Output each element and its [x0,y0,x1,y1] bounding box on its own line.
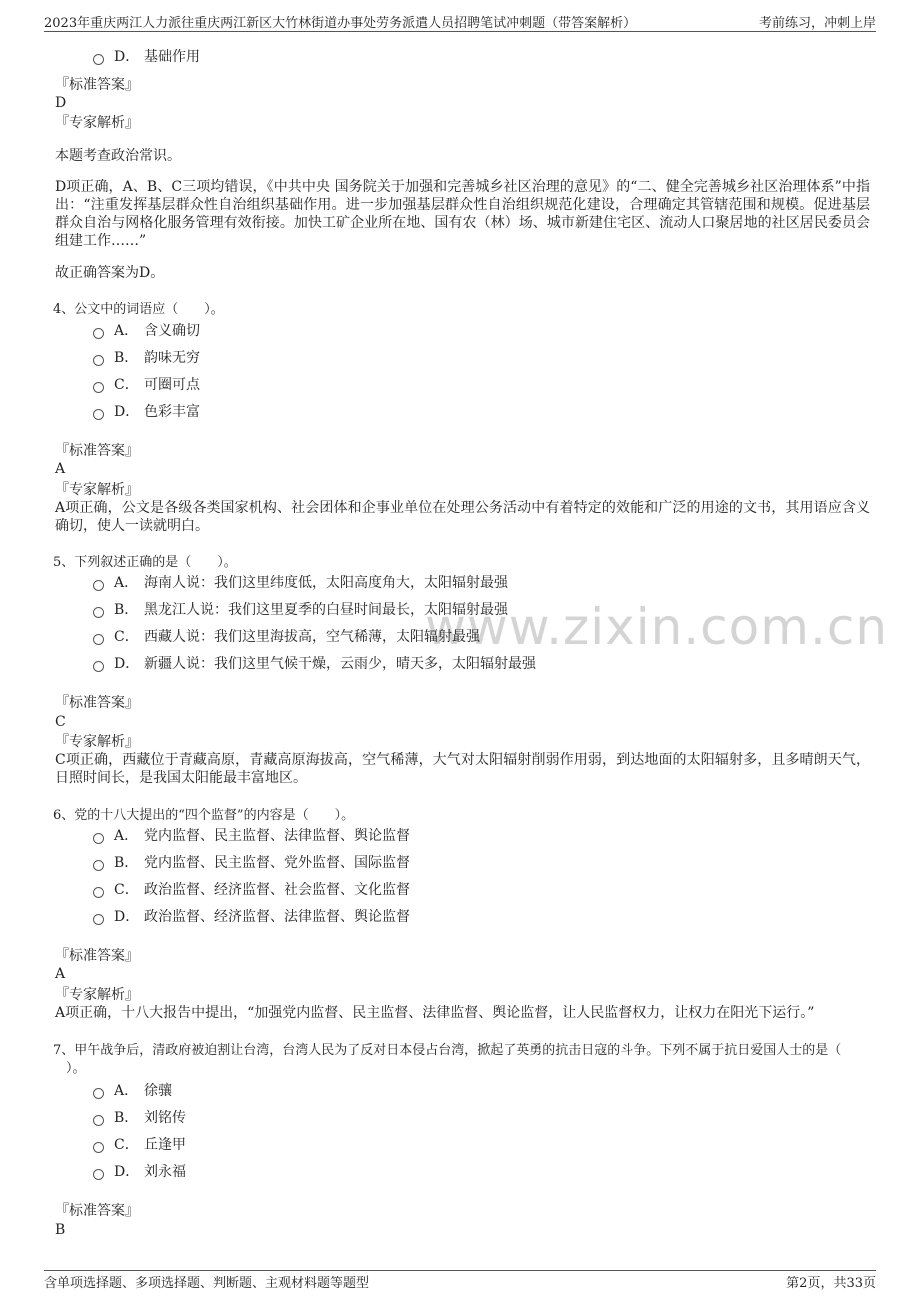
radio-icon[interactable] [93,382,104,393]
option-label: B． [114,350,139,366]
option-label: B． [114,602,139,618]
answer-heading: 『标准答案』 [55,948,139,964]
option-d[interactable] [93,46,200,66]
option-text: 西藏人说：我们这里海拔高，空气稀薄，太阳辐射最强 [144,629,480,645]
analysis-heading: 『专家解析』 [55,734,139,750]
radio-icon[interactable] [93,661,104,672]
option-label: A． [114,323,139,339]
option-text: 新疆人说：我们这里气候干燥，云雨少，晴天多，太阳辐射最强 [144,656,536,672]
radio-icon[interactable] [93,355,104,366]
radio-icon[interactable] [93,914,104,925]
option-a[interactable] [93,320,200,340]
answer-heading: 『标准答案』 [55,1203,139,1219]
radio-icon[interactable] [93,54,104,65]
option-text: 色彩丰富 [144,404,200,420]
option-label: D． [114,49,140,65]
option-label: C． [114,1137,139,1153]
page-header-title: 2023年重庆两江人力派往重庆两江新区大竹林街道办事处劳务派遣人员招聘笔试冲刺题（带答案解析） [44,16,637,31]
analysis-paragraph: 本题考查政治常识。 [55,148,181,164]
page-header-slogan: 考前练习，冲刺上岸 [758,16,876,31]
option-text: 政治监督、经济监督、社会监督、文化监督 [144,882,410,898]
radio-icon[interactable] [93,1169,104,1180]
radio-icon[interactable] [93,634,104,645]
radio-icon[interactable] [93,1088,104,1099]
option-a[interactable] [93,825,410,845]
answer-value: C [55,714,66,730]
option-a[interactable] [93,572,508,592]
answer-heading: 『标准答案』 [55,77,139,93]
question-text: 6、党的十八大提出的“四个监督”的内容是（ ）。 [53,808,355,823]
question-text: 7、甲午战争后，清政府被迫割让台湾，台湾人民为了反对日本侵占台湾，掀起了英勇的抗击日寇的斗争。下列不属于抗日爱国人士的是（ [53,1043,842,1058]
analysis-paragraph: 故正确答案为D。 [55,265,165,281]
option-label: D． [114,1164,140,1180]
answer-heading: 『标准答案』 [55,695,139,711]
option-text: 刘永福 [144,1164,186,1180]
option-label: A． [114,1083,139,1099]
option-label: A． [114,828,139,844]
option-b[interactable] [93,1107,186,1127]
option-text: 基础作用 [144,49,200,65]
header-divider [44,31,876,32]
option-text: 政治监督、经济监督、法律监督、舆论监督 [144,909,410,925]
question-text: 4、公文中的词语应（ ）。 [53,302,224,317]
option-text: 海南人说：我们这里纬度低，太阳高度角大，太阳辐射最强 [144,575,508,591]
analysis-heading: 『专家解析』 [55,482,139,498]
option-text: 党内监督、民主监督、法律监督、舆论监督 [144,828,410,844]
watermark: www.zixin.com.cn [425,598,889,656]
option-c[interactable] [93,374,200,394]
option-b[interactable] [93,599,508,619]
option-text: 刘铭传 [144,1110,186,1126]
option-label: D． [114,909,140,925]
option-d[interactable] [93,906,410,926]
answer-heading: 『标准答案』 [55,443,139,459]
option-d[interactable] [93,401,200,421]
answer-value: D [55,95,67,111]
option-b[interactable] [93,347,200,367]
option-label: B． [114,855,139,871]
option-text: 含义确切 [144,323,200,339]
option-label: D． [114,656,140,672]
option-label: D． [114,404,140,420]
footer-divider [44,1270,876,1271]
option-d[interactable] [93,653,536,673]
radio-icon[interactable] [93,328,104,339]
option-text: 丘逢甲 [144,1137,186,1153]
option-d[interactable] [93,1161,186,1181]
radio-icon[interactable] [93,887,104,898]
radio-icon[interactable] [93,860,104,871]
option-label: C． [114,377,139,393]
radio-icon[interactable] [93,1115,104,1126]
radio-icon[interactable] [93,409,104,420]
analysis-paragraph: A项正确，公文是各级各类国家机构、社会团体和企事业单位在处理公务活动中有着特定的效能和广泛的用途的文书，其用语应含义确切，使人一读就明白。 [55,500,870,534]
option-c[interactable] [93,879,410,899]
analysis-paragraph: A项正确，十八大报告中提出，“加强党内监督、民主监督、法律监督、舆论监督，让人民监督权力，让权力在阳光下运行。” [55,1005,815,1021]
option-text: 党内监督、民主监督、党外监督、国际监督 [144,855,410,871]
analysis-paragraph: D项正确，A、B、C三项均错误，《中共中央 国务院关于加强和完善城乡社区治理的意见》的“二、健全完善城乡社区治理体系”中指出：“注重发挥基层群众性自治组织基础作用。进一步加强基层群众性自治组织规范化建设，合理确定其管辖范围和规模。促进基层群众自治与网格化服务管理有效衔接。加快工矿企业所在地、国有农（林）场、城市新建住宅区、流动人口聚居地的社区居民委员会组建工作……” [55,179,870,249]
answer-value: A [55,966,66,982]
option-c[interactable] [93,1134,186,1154]
option-text: 徐骧 [144,1083,172,1099]
option-label: C． [114,629,139,645]
radio-icon[interactable] [93,1142,104,1153]
answer-value: A [55,461,66,477]
question-text-continued: ）。 [66,1061,86,1076]
option-label: C． [114,882,139,898]
analysis-paragraph: C项正确，西藏位于青藏高原，青藏高原海拔高，空气稀薄，大气对太阳辐射削弱作用弱，到达地面的太阳辐射多，且多晴朗天气，日照时间长，是我国太阳能最丰富地区。 [55,752,870,786]
radio-icon[interactable] [93,607,104,618]
option-c[interactable] [93,626,480,646]
analysis-heading: 『专家解析』 [55,987,139,1003]
option-text: 黑龙江人说：我们这里夏季的白昼时间最长，太阳辐射最强 [144,602,508,618]
page-number: 第2页，共33页 [786,1276,876,1291]
option-label: A． [114,575,139,591]
option-a[interactable] [93,1080,172,1100]
question-text: 5、下列叙述正确的是（ ）。 [53,555,237,570]
analysis-heading: 『专家解析』 [55,115,139,131]
option-label: B． [114,1110,139,1126]
option-text: 可圈可点 [144,377,200,393]
option-b[interactable] [93,852,410,872]
page-footer-note: 含单项选择题、多项选择题、判断题、主观材料题等题型 [44,1276,370,1291]
radio-icon[interactable] [93,580,104,591]
radio-icon[interactable] [93,833,104,844]
option-text: 韵味无穷 [144,350,200,366]
answer-value: B [55,1222,66,1238]
